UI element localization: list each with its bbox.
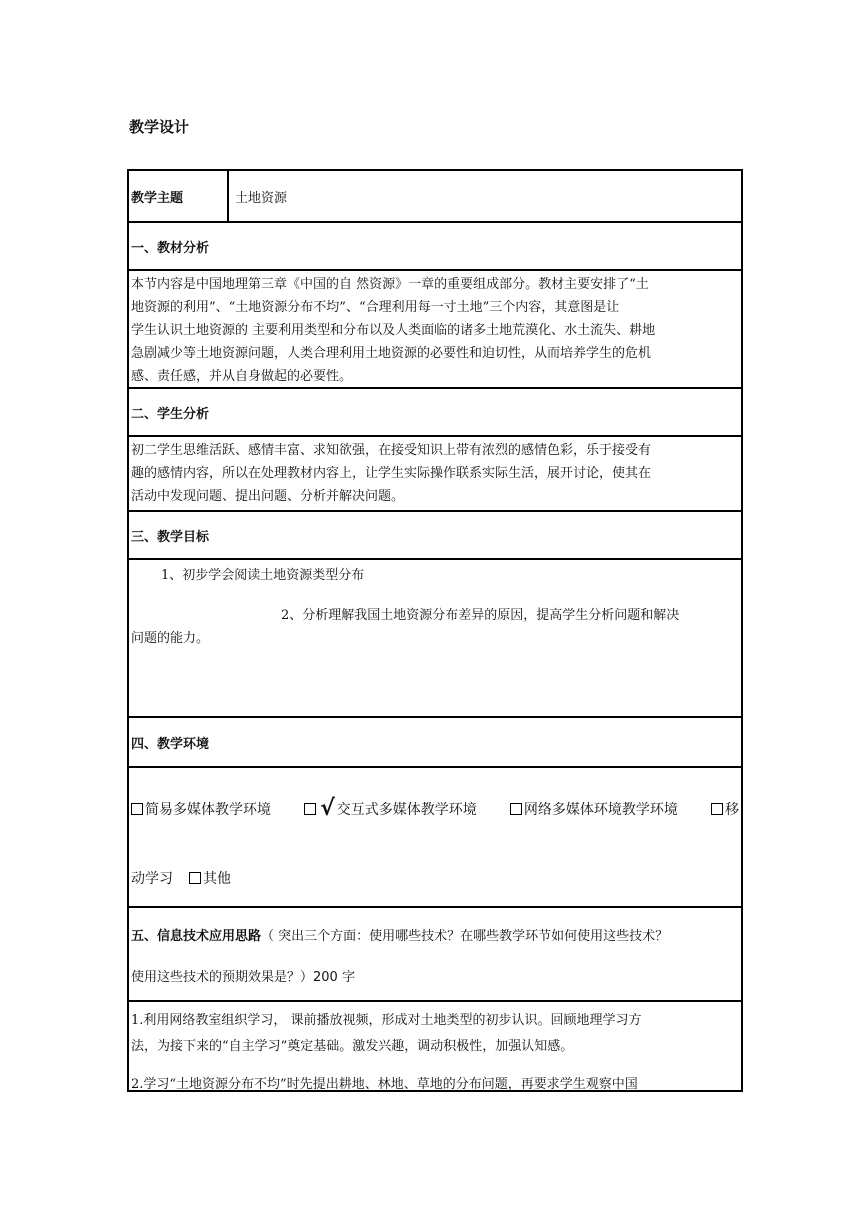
- option-label: 网络多媒体环境教学环境: [523, 802, 678, 818]
- section-heading-environment: 四、教学环境: [129, 716, 741, 766]
- option-simple-multimedia[interactable]: [131, 799, 271, 819]
- goal-item-1: 1、初步学会阅读土地资源类型分布: [161, 568, 365, 583]
- students-line: 活动中发现问题、提出问题、分析并解决问题。: [131, 489, 405, 504]
- environment-options-line1: [131, 798, 739, 820]
- it-line-spacer: [131, 1060, 739, 1072]
- option-interactive-multimedia[interactable]: [304, 798, 477, 820]
- lesson-design-table: [127, 169, 743, 1092]
- section-heading-it: [129, 906, 741, 1000]
- option-network-multimedia[interactable]: [510, 799, 678, 819]
- checkbox-icon[interactable]: [189, 872, 201, 884]
- goals-content: [129, 558, 741, 716]
- topic-label: 教学主题: [129, 171, 229, 221]
- student-analysis-text: [129, 435, 741, 510]
- students-line: 初二学生思维活跃、感情丰富、求知欲强，在接受知识上带有浓烈的感情色彩，乐于接受有: [131, 443, 652, 458]
- option-label: 移: [724, 802, 739, 818]
- section-heading-material: 一、教材分析: [129, 221, 741, 269]
- checkmark-icon: √: [320, 796, 335, 821]
- material-line: 急剧减少等土地资源问题，人类合理利用土地资源的必要性和迫切性，从而培养学生的危机: [131, 346, 652, 361]
- section-heading-goals: 三、教学目标: [129, 510, 741, 558]
- it-line: 1.利用网络教室组织学习， 课前播放视频，形成对土地类型的初步认识。回顾地理学习方: [131, 1013, 642, 1028]
- option-label-continued: 动学习: [131, 871, 173, 887]
- students-line: 趣的感情内容，所以在处理教材内容上，让学生实际操作联系实际生活，展开讨论，使其在: [131, 466, 652, 481]
- option-other[interactable]: [189, 868, 231, 888]
- checkbox-icon[interactable]: [711, 803, 723, 815]
- option-label: 其他: [203, 871, 231, 887]
- it-line: 2.学习“土地资源分布不均”时先提出耕地、林地、草地的分布问题，再要求学生观察中国: [131, 1077, 638, 1092]
- section-heading-students: 二、学生分析: [129, 387, 741, 435]
- environment-options: [129, 766, 741, 906]
- material-line: 本节内容是中国地理第三章《中国的自 然资源》一章的重要组成部分。教材主要安排了“土: [131, 277, 649, 292]
- material-line: 学生认识土地资源的 主要利用类型和分布以及人类面临的诸多土地荒漠化、水土流失、耕地: [131, 323, 656, 338]
- environment-options-line2: [131, 868, 231, 888]
- checkbox-icon[interactable]: [131, 803, 143, 815]
- goal-item-2-end: 问题的能力。: [131, 631, 210, 646]
- option-label: 简易多媒体教学环境: [145, 802, 271, 818]
- it-heading-question: （ 突出三个方面：使用哪些技术？在哪些教学环节如何使用这些技术？: [261, 929, 669, 944]
- checkbox-icon[interactable]: [510, 803, 522, 815]
- material-line: 感、责任感，并从自身做起的必要性。: [131, 369, 353, 384]
- goal-item-2-start: 2、分析理解我国土地资源分布差异的原因，提高学生分析问题和解决: [281, 608, 680, 623]
- checkbox-icon[interactable]: [304, 803, 316, 815]
- topic-value: 土地资源: [235, 190, 288, 206]
- page-title: 教学设计: [129, 118, 190, 136]
- it-heading-line1: [129, 908, 741, 960]
- it-line: 法，为接下来的“自主学习”奠定基础。激发兴趣，调动积极性，加强认知感。: [131, 1039, 574, 1054]
- option-label: 交互式多媒体教学环境: [336, 802, 477, 818]
- material-analysis-text: [129, 269, 741, 387]
- it-heading-title: 五、信息技术应用思路: [131, 929, 262, 944]
- it-heading-line2: 使用这些技术的预期效果是？）200 字: [131, 970, 355, 985]
- topic-row: [129, 171, 741, 221]
- it-content-text: [129, 1000, 741, 1090]
- material-line: 地资源的利用”、“土地资源分布不均”、“合理利用每一寸土地”三个内容，其意图是让: [131, 300, 620, 315]
- option-mobile-learning[interactable]: [711, 799, 739, 819]
